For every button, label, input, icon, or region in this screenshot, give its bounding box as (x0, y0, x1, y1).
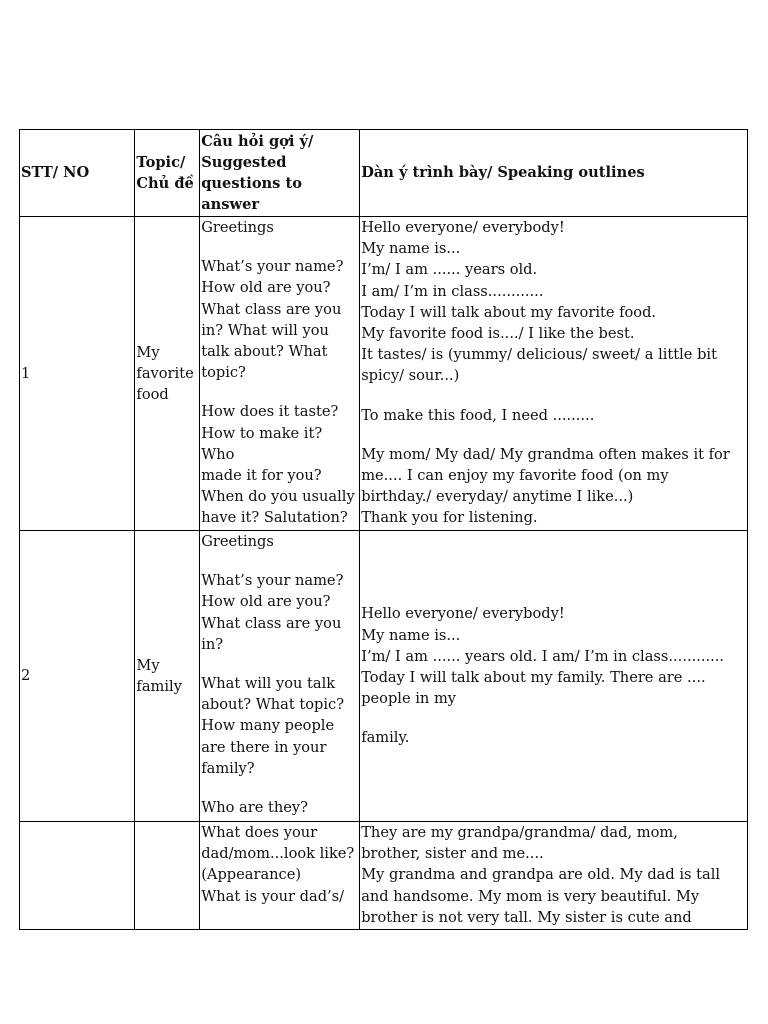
row1-outline: Hello everyone/ everybody! My name is... I’m/ I am ...... years old. I am/ I’m in class............ Today I will talk about my favorite food. My favorite food is..../ I like the best. It tastes/ is (yummy/ delicious/ sweet/ a little bit spicy/ sour...) To make this food, I need ......... My mom/ My dad/ My grandma often makes it for me.... I can enjoy my favorite food (on my birthday./ everyday/ anytime I like...) Thank you for listening. (360, 217, 748, 531)
row3-outline: They are my grandpa/grandma/ dad, mom, brother, sister and me.... My grandma and grandpa are old. My dad is tall and handsome. My mom is very beautiful. My brother is not very tall. My sister is cute and (360, 822, 748, 930)
header-outline: Dàn ý trình bày/ Speaking outlines (360, 130, 748, 217)
row3-topic (135, 822, 200, 930)
row1-questions: Greetings What’s your name? How old are you? What class are you in? What will you talk about? What topic? How does it taste? How to make it? Who made it for you? When do you usually have it? Salutation? (200, 217, 360, 531)
header-no: STT/ NO (20, 130, 135, 217)
header-row (20, 130, 748, 217)
table-row-1 (20, 217, 748, 531)
row2-outline: Hello everyone/ everybody! My name is... I’m/ I am ...... years old. I am/ I’m in class............ Today I will talk about my family. There are .... people in my family. (360, 531, 748, 822)
header-topic: Topic/ Chủ đề (135, 130, 200, 217)
speaking-outline-table (19, 129, 748, 930)
row2-no: 2 (20, 531, 135, 822)
row3-questions: What does your dad/mom...look like? (Appearance) What is your dad’s/ (200, 822, 360, 930)
table-row-3 (20, 822, 748, 930)
row2-topic: My family (135, 531, 200, 822)
header-questions: Câu hỏi gợi ý/ Suggested questions to answer (200, 130, 360, 217)
row1-topic: My favorite food (135, 217, 200, 531)
row3-no (20, 822, 135, 930)
table-row-2 (20, 531, 748, 822)
row2-questions: Greetings What’s your name? How old are you? What class are you in? What will you talk about? What topic? How many people are there in your family? Who are they? (200, 531, 360, 822)
row1-no: 1 (20, 217, 135, 531)
